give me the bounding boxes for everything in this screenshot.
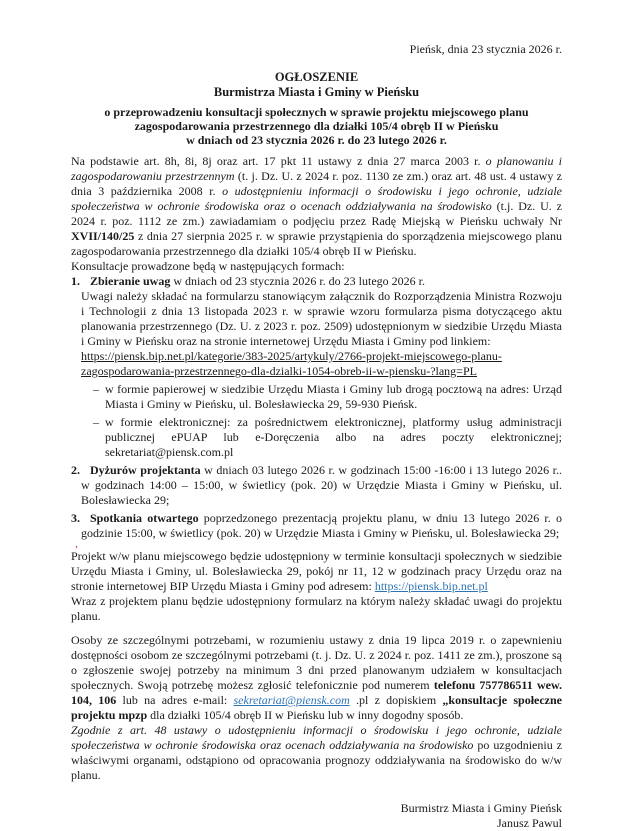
list-item-1 xyxy=(71,274,562,460)
text-run: Uwagi należy składać na formularzu stanowiącym załącznik do Rozporządzenia Ministra Rozwoju i Technologii z dnia 13 listopada 2023 r. w sprawie wzoru formularza pisma dotyczącego aktu planowania przestrzennego (Dz. U. z 2023 r. poz. 2509) udostępnionym w siedzibie Urzędu Miasta i Gminy w Pieńsku oraz na stronie internetowej Urzędu Miasta i Gminy pod linkiem: xyxy=(81,289,562,348)
text-run: lub na adres e-mail: xyxy=(116,693,234,707)
bip-home-link[interactable]: https://piensk.bip.net.pl xyxy=(374,579,488,593)
list-item-3 xyxy=(71,511,562,541)
text-run: Spotkania otwartego xyxy=(90,511,199,525)
text-run: telefonu 757786511 wew. 104, 106 xyxy=(71,678,562,707)
text-run: w dniach 03 lutego 2026 r. w godzinach 15:00 -16:00 i 13 lutego 2026 r.. w godzinach 14:00 – 15:00, w świetlicy (pok. 20) w Urzędzie Miasta i Gminy w Pieńsku, ul. Bolesławiecka 29; xyxy=(81,463,562,507)
text-run: po uzgodnieniu z właściwymi organami, odstąpiono od opracowania prognozy oddziaływania na środowisko do w/w planu. xyxy=(71,738,562,782)
text-run: „konsultacje społeczne projektu mpzp xyxy=(71,693,563,722)
list-item-1-heading xyxy=(81,274,562,289)
text-run: dla działki 105/4 obręb II w Pieńsku lub w inny dogodny sposób. xyxy=(147,708,464,722)
bip-article-link[interactable]: https://piensk.bip.net.pl/kategorie/383-2025/artykuly/2766-projekt-miejscowego-planu-zagospodarowania-przestrzennego-dla-dzialki-1054-obreb-ii-w-piensku-?lang=PL xyxy=(81,349,502,378)
text-run: w dniach od 23 stycznia 2026 r. do 23 lutego 2026 r. xyxy=(170,274,425,288)
document-heading xyxy=(71,105,562,147)
forms-intro-line: Konsultacje prowadzone będą w następujących formach: xyxy=(71,259,345,273)
text-run: o udostępnieniu informacji o środowisku i jego ochronie, udziale społeczeństwa w ochronie środowiska oraz o ocenach oddziaływania na środowisko xyxy=(71,184,562,213)
text-run: Zbieranie uwag xyxy=(90,274,171,288)
text-run: w formie elektronicznej: za pośrednictwem elektronicznej, platformy usług administracji publicznej ePUAP lub e-Doręczenia albo na adres poczty elektronicznej; sekretariat@piensk.com.pl xyxy=(105,415,562,459)
text-run: Na podstawie art. 8h, 8i, 8j oraz art. 17 pkt 11 ustawy z dnia 27 marca 2003 r. xyxy=(71,154,486,168)
signature-title: Burmistrz Miasta i Gminy Pieńsk xyxy=(400,801,562,815)
list-item-3-text xyxy=(81,511,562,541)
list-item-2-text xyxy=(81,463,562,508)
list-number-3: 3. xyxy=(71,511,80,525)
text-run: poprzedzonego prezentacją projektu planu, w dniu 13 lutego 2026 r. o godzinie 15:00, w świetlicy (pok. 20) w Urzędzie Miasta i Gminy w Pieńsku, ul. Bolesławiecka 29; xyxy=(81,511,562,540)
date-line: Pieńsk, dnia 23 stycznia 2026 r. xyxy=(409,42,562,56)
list-number-1: 1. xyxy=(71,274,80,288)
list-item-2 xyxy=(71,463,562,508)
document-title: OGŁOSZENIE xyxy=(274,70,359,84)
sub-bullet-paper-text xyxy=(105,382,562,411)
text-run: z dnia 27 sierpnia 2025 r. w sprawie przystąpienia do sporządzenia miejscowego planu zagospodarowania przestrzennego dla działki 105/4 obręb II w Pieńsku. xyxy=(71,229,562,258)
heading-line-3: w dniach od 23 stycznia 2026 r. do 23 lutego 2026 r. xyxy=(186,133,447,147)
text-run: w formie papierowej w siedzibie Urzędu Miasta i Gminy lub drogą pocztową na adres: Urząd Miasta i Gminy w Pieńsku, ul. Bolesławiecka 29, 59-930 Pieńsk. xyxy=(105,382,562,411)
text-run: XVII/140/25 xyxy=(71,229,135,243)
text-run: Osoby ze szczególnymi potrzebami, w rozumieniu ustawy z dnia 19 lipca 2019 r. o zapewnieniu dostępności osobom ze szczególnymi potrzebami (t. j. Dz. U. z 2024 r. poz. 1411 ze zm.), proszone są o zgłoszenie swojej potrzeby na minimum 3 dni przed planowanym udziałem w konsultacjach społecznych. Swoją potrzebę możesz zgłosić telefonicznie pod numerem xyxy=(71,633,562,692)
text-run: o planowaniu i zagospodarowaniu przestrzennym xyxy=(71,154,562,183)
heading-line-2: zagospodarowania przestrzennego dla działki 105/4 obręb II w Pieńsku xyxy=(134,119,499,133)
dash-bullet-icon: – xyxy=(93,415,99,429)
text-run: .pl z dopiskiem xyxy=(349,693,443,707)
signature-block xyxy=(71,801,562,831)
dash-bullet-icon: – xyxy=(93,382,99,396)
list-number-2: 2. xyxy=(71,463,80,477)
heading-line-1: o przeprowadzeniu konsultacji społecznych w sprawie projektu miejscowego planu xyxy=(104,105,529,119)
intro-paragraph xyxy=(71,154,562,259)
text-run: Dyżurów projektanta xyxy=(90,463,201,477)
form-availability-paragraph xyxy=(71,594,562,624)
text-run: Zgodnie z art. 48 ustawy o udostępnieniu informacji o środowisku i jego ochronie, udziale społeczeństwa w ochronie środowiska oraz ocenach oddziaływania na środowisko xyxy=(71,723,562,752)
text-run: (t. j. Dz. U. z 2024 r. poz. 1130 ze zm.) oraz art. 48 ust. 4 ustawy z dnia 3 października 2008 r. xyxy=(71,169,562,198)
accessibility-paragraph xyxy=(71,633,562,723)
environmental-note-paragraph xyxy=(71,723,562,783)
text-run: Projekt w/w planu miejscowego będzie udostępniony w terminie konsultacji społecznych w siedzibie Urzędu Miasta i Gminy, ul. Bolesławiecka 29, pokój nr 11, 12 w godzinach pracy Urzędu oraz na stronie internetowej BIP Urzędu Miasta i Gminy pod adresem: xyxy=(71,549,562,593)
sub-bullet-paper xyxy=(81,382,562,412)
signature-name: Janusz Pawul xyxy=(497,816,562,830)
list-item-1-body xyxy=(81,289,562,349)
sub-bullet-electronic xyxy=(81,415,562,460)
sub-bullet-electronic-text xyxy=(105,415,562,459)
text-run: (t.j. Dz. U. z 2024 r. poz. 1112 ze zm.) zawiadamiam o podjęciu przez Radę Miejską w Pieńsku uchwały Nr xyxy=(71,199,562,228)
email-link[interactable]: sekretariat@piensk.com xyxy=(233,693,350,707)
stray-red-mark: ‚ xyxy=(75,539,78,549)
document-subtitle: Burmistrza Miasta i Gminy w Pieńsku xyxy=(213,85,420,99)
text-run: Wraz z projektem planu będzie udostępniony formularz na którym należy składać uwagi do projektu planu. xyxy=(71,594,562,623)
project-availability-paragraph xyxy=(71,549,562,594)
